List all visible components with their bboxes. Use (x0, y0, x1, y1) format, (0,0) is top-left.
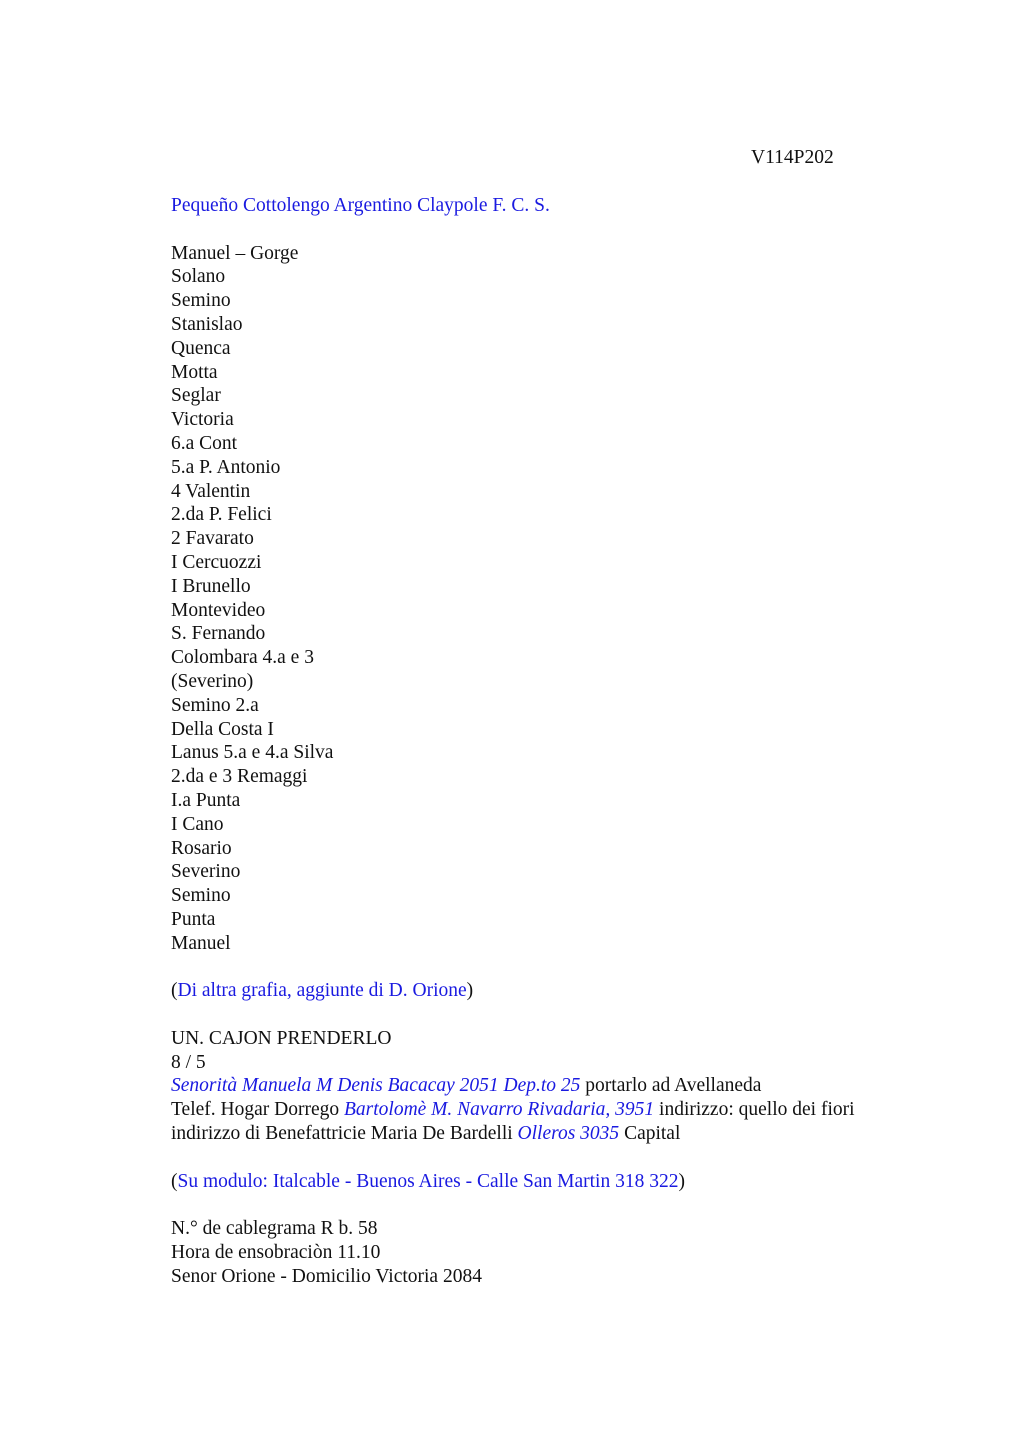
name-entry: Quenca (171, 337, 231, 359)
name-entry: 4 Valentin (171, 480, 251, 502)
page-reference: V114P202 (751, 147, 834, 168)
handwriting-note-text: Di altra grafia, aggiunte di D. Orione (177, 980, 467, 1002)
name-entry: Semino (171, 885, 231, 907)
cajon-line: UN. CAJON PRENDERLO (171, 1027, 392, 1049)
benefactor-rest: Capital (619, 1123, 681, 1145)
paren-open: ( (171, 1170, 178, 1192)
name-entry: Semino 2.a (171, 694, 259, 716)
name-entry: Victoria (171, 409, 234, 431)
document-heading: Pequeño Cottolengo Argentino Claypole F. C. S. (171, 195, 550, 216)
name-entry: S. Fernando (171, 623, 266, 645)
telef-rest: indirizzo: quello dei fiori (654, 1099, 855, 1121)
name-entry: Della Costa I (171, 718, 274, 740)
name-entry: 2.da e 3 Remaggi (171, 766, 308, 788)
spacer (171, 1146, 971, 1170)
name-entry: 6.a Cont (171, 432, 238, 454)
name-entry: 2 Favarato (171, 528, 254, 550)
name-entry: I Brunello (171, 575, 251, 597)
senorita-address: Senorità Manuela M Denis Bacacay 2051 Dep.to 25 (171, 1075, 581, 1097)
name-entry: Motta (171, 361, 218, 383)
spacer (171, 1193, 971, 1217)
module-note-text: Su modulo: Italcable - Buenos Aires - Calle San Martin 318 322 (177, 1170, 679, 1192)
telef-line (171, 1098, 971, 1122)
names-list (171, 242, 971, 956)
telef-start: Telef. Hogar Dorrego (171, 1099, 344, 1121)
cablegram-number: N.° de cablegrama R b. 58 (171, 1218, 378, 1240)
name-entry: Severino (171, 861, 241, 883)
module-note (171, 1170, 971, 1194)
spacer (171, 1003, 971, 1027)
senorita-rest: portarlo ad Avellaneda (580, 1075, 762, 1097)
name-entry: Rosario (171, 837, 232, 859)
document-body (171, 194, 971, 1289)
name-entry: Punta (171, 908, 216, 930)
paren-close: ) (678, 1170, 685, 1192)
name-entry: I.a Punta (171, 789, 241, 811)
name-entry: I Cercuozzi (171, 551, 262, 573)
name-entry: Lanus 5.a e 4.a Silva (171, 742, 334, 764)
name-entry: Manuel (171, 932, 231, 954)
name-entry: 5.a P. Antonio (171, 456, 281, 478)
paren-close: ) (466, 980, 474, 1002)
telef-address: Bartolomè M. Navarro Rivadaria, 3951 (343, 1099, 655, 1121)
name-entry: I Cano (171, 813, 224, 835)
cablegram-recipient: Senor Orione - Domicilio Victoria 2084 (171, 1265, 482, 1287)
cablegram-time: Hora de ensobraciòn 11.10 (171, 1242, 381, 1264)
benefactor-line (171, 1122, 971, 1146)
name-entry: Montevideo (171, 599, 266, 621)
handwriting-note (171, 979, 971, 1003)
name-entry: Solano (171, 266, 226, 288)
name-entry: Manuel – Gorge (171, 242, 299, 264)
paren-open: ( (171, 980, 178, 1002)
name-entry: 2.da P. Felici (171, 504, 272, 526)
benefactor-address: Olleros 3035 (517, 1123, 620, 1145)
date-line: 8 / 5 (171, 1051, 206, 1073)
name-entry: Colombara 4.a e 3 (171, 647, 314, 669)
name-entry: Semino (171, 290, 231, 312)
name-entry: (Severino) (171, 670, 254, 692)
spacer (171, 218, 971, 242)
senorita-line (171, 1074, 971, 1098)
name-entry: Seglar (171, 385, 221, 407)
spacer (171, 956, 971, 980)
benefactor-start: indirizzo di Benefattricie Maria De Bardelli (171, 1123, 518, 1145)
name-entry: Stanislao (171, 313, 243, 335)
